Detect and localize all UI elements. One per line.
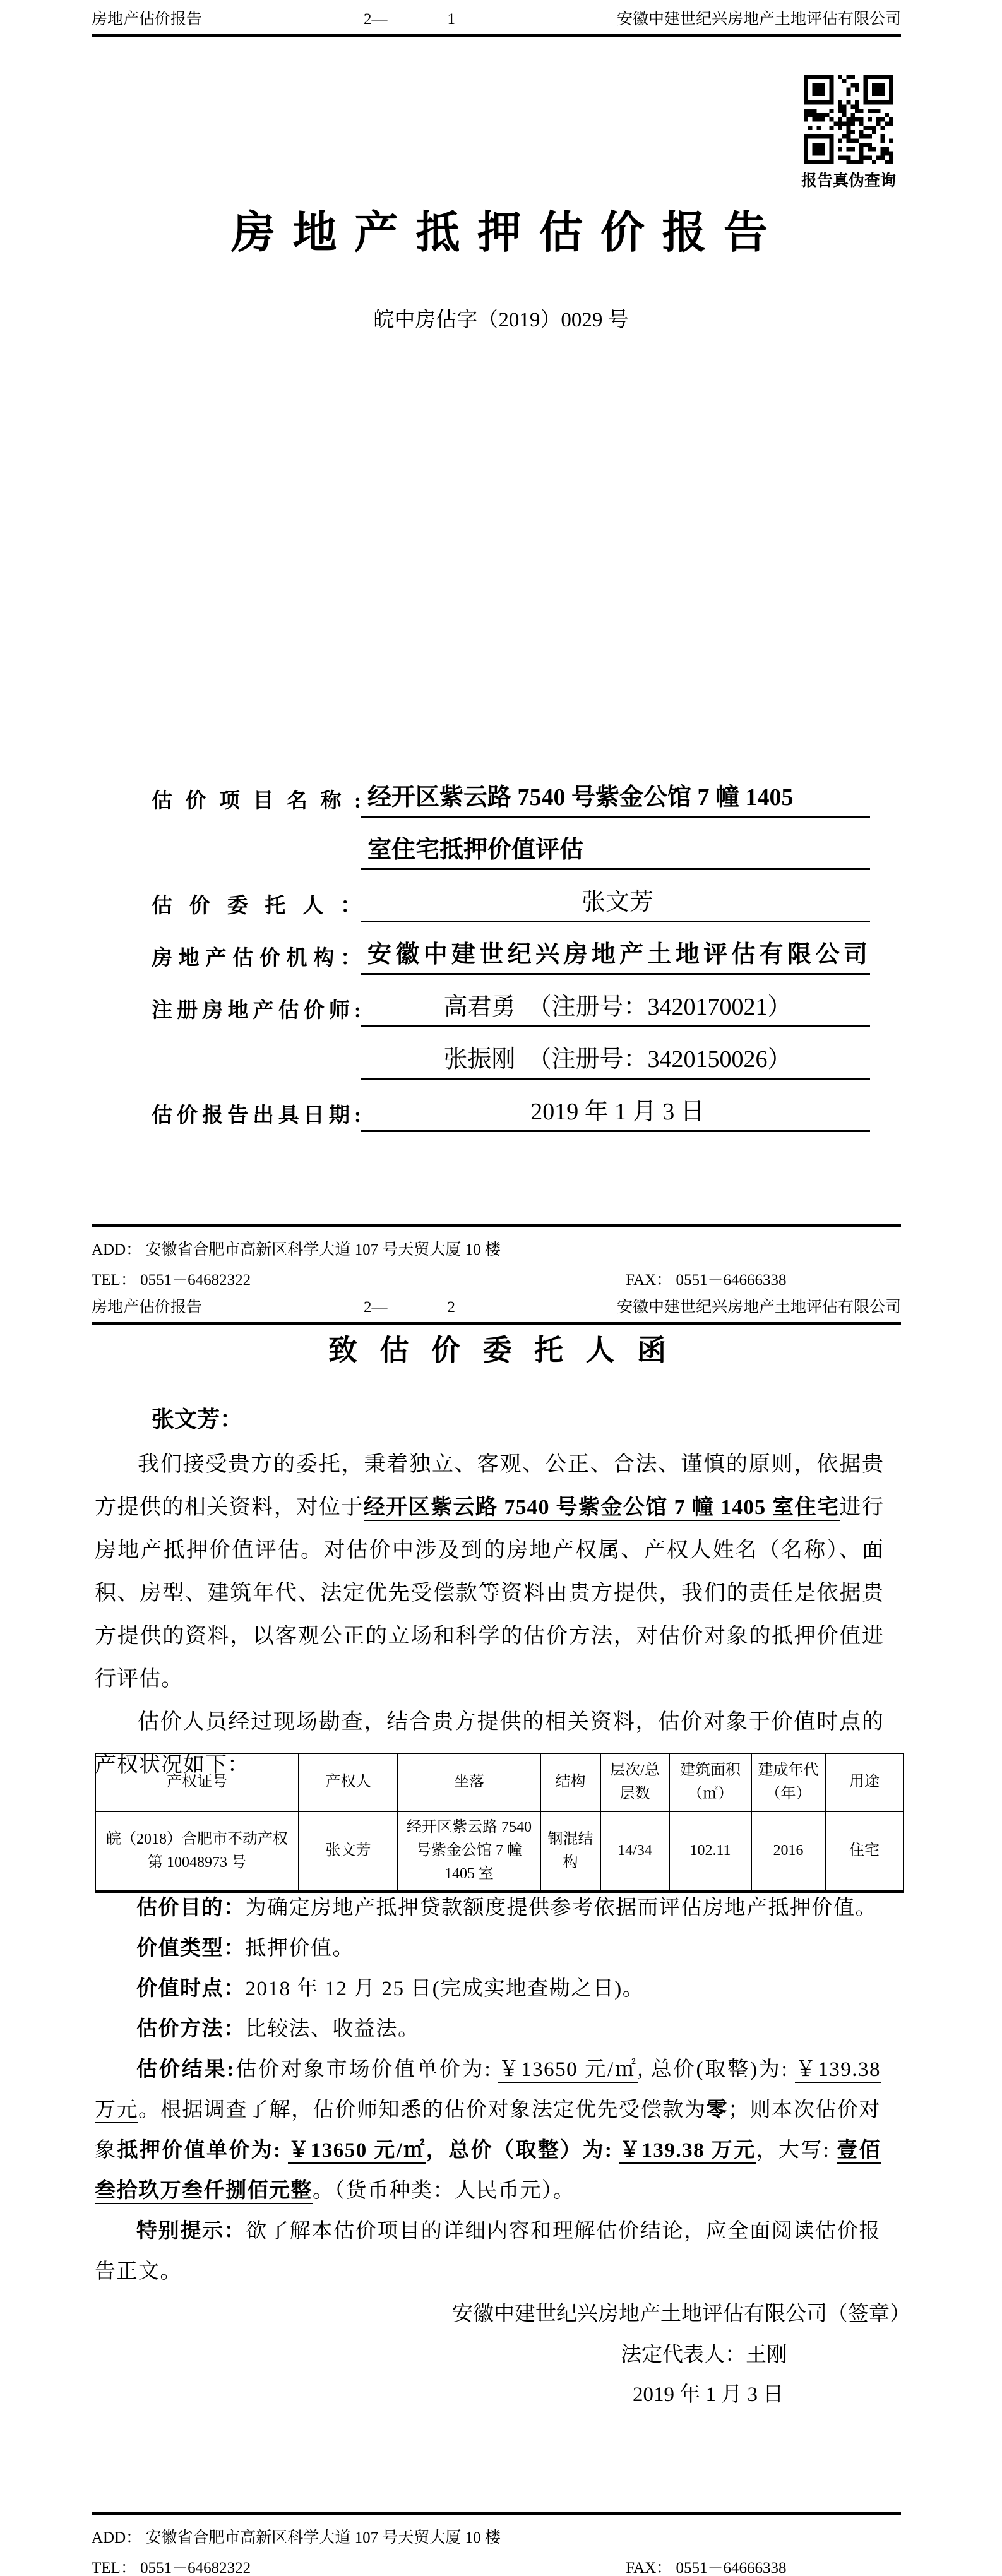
page-count-prefix: 2—: [364, 11, 388, 28]
letter-title: 致 估 价 委 托 人 函: [328, 1334, 674, 1366]
header-page-number: [202, 11, 617, 28]
signature-company: 安徽中建世纪兴房地产土地评估有限公司（签章）: [452, 2303, 910, 2325]
table-cell: 钢混结构: [540, 1811, 600, 1892]
table-header-cell: 坐落: [398, 1753, 540, 1811]
page-2: [0, 1288, 1002, 2576]
field-label: 估价报告出具日期:: [152, 1104, 361, 1127]
table-header-cell: 层次/总层数: [600, 1753, 669, 1811]
report-number: 皖中房估字（2019）0029 号: [373, 309, 629, 331]
field-value: 安徽中建世纪兴房地产土地评估有限公司: [361, 941, 870, 975]
field-label: 估价项目名称:: [152, 789, 361, 813]
table-cell: 2016: [751, 1811, 825, 1892]
result-method: 估价方法：比较法、收益法。: [136, 2018, 420, 2041]
result-special-note: 特别提示：欲了解本估价项目的详细内容和理解估价结论，应全面阅读估价报告正文。: [95, 2220, 881, 2283]
field-value: 张振刚 （注册号：3420150026）: [361, 1046, 870, 1080]
signature-legal-rep: 法定代表人：王刚: [621, 2344, 787, 2366]
signature-date: 2019 年 1 月 3 日: [633, 2383, 784, 2406]
page-2-header: [92, 1294, 901, 1325]
result-value-date: 价值时点：2018 年 12 月 25 日(完成实地查勘之日)。: [136, 1977, 645, 2000]
qr-block: [799, 75, 898, 191]
letter-body: [95, 1443, 884, 1787]
field-appraiser-2: [152, 1027, 870, 1080]
field-report-date: [152, 1080, 870, 1132]
field-project-name: [152, 765, 870, 818]
letter-salutation: 张文芳：: [152, 1407, 243, 1432]
header-company-name: 安徽中建世纪兴房地产土地评估有限公司: [616, 11, 901, 28]
table-header-row: [95, 1753, 904, 1811]
result-conclusion: 估价结果:估价对象市场价值单价为: ￥13650 元/㎡, 总价(取整)为: ￥139.38 万元。根据调查了解，估价师知悉的估价对象法定优先受偿款为零；则本次估价对象抵押价值单价为: ￥13650 元/㎡，总价（取整）为: ￥139.38 万元，大写: 壹佰叁拾玖万叁仟捌佰元整。（货币种类：人民币元）。: [95, 2049, 881, 2211]
qr-caption: 报告真伪查询: [801, 172, 896, 189]
table-header-cell: 用途: [825, 1753, 904, 1811]
result-value-type: 价值类型：抵押价值。: [136, 1937, 354, 1960]
field-label: [152, 865, 361, 870]
header-doc-type: 房地产估价报告: [92, 11, 203, 28]
letter-paragraph: 我们接受贵方的委托，秉着独立、客观、公正、合法、谨慎的原则，依据贵方提供的相关资料，对位于经开区紫云路 7540 号紫金公馆 7 幢 1405 室住宅进行房地产抵押价值评估。对估价中涉及到的房地产权属、产权人姓名（名称）、面积、房型、建筑年代、法定优先受偿款等资料由贵方提供，我们的责任是依据贵方提供的资料，以客观公正的立场和科学的估价方法，对估价对象的抵押价值进行评估。: [95, 1453, 885, 1691]
footer-address: ADD： 安徽省合肥市高新区科学大道 107 号天贸大厦 10 楼: [92, 2529, 501, 2546]
property-table: [95, 1753, 904, 1893]
footer-tel: TEL： 0551－64682322: [92, 1272, 251, 1288]
appraisal-results: [95, 1888, 881, 2292]
field-value: 2019 年 1 月 3 日: [361, 1099, 870, 1132]
table-cell: 住宅: [825, 1811, 904, 1892]
field-appraiser-1: [152, 975, 870, 1027]
header-company-name: 安徽中建世纪兴房地产土地评估有限公司: [616, 1299, 901, 1316]
table-cell: 14/34: [600, 1811, 669, 1892]
page-number: 1: [447, 11, 455, 28]
field-label: 房地产估价机构：: [152, 946, 361, 970]
page-number: 2: [447, 1299, 455, 1316]
field-agency: [152, 922, 870, 975]
report-title: 房 地 产 抵 押 估 价 报 告: [231, 209, 771, 258]
table-cell: 经开区紫云路 7540 号紫金公馆 7 幢 1405 室: [398, 1811, 540, 1892]
letter-paragraph: 估价人员经过现场勘查，结合贵方提供的相关资料，估价对象于价值时点的产权状况如下：: [95, 1710, 884, 1777]
footer-fax: FAX： 0551－64666338: [626, 2560, 787, 2576]
qr-code: [804, 75, 893, 164]
footer-fax: FAX： 0551－64666338: [626, 1272, 787, 1288]
table-header-cell: 结构: [540, 1753, 600, 1811]
field-label: 注册房地产估价师:: [152, 999, 361, 1022]
field-value: 张文芳: [361, 889, 870, 922]
table-cell: 张文芳: [299, 1811, 398, 1892]
page-2-footer: [92, 2512, 901, 2576]
table-header-cell: 建成年代（年）: [751, 1753, 825, 1811]
table-cell: 皖（2018）合肥市不动产权第 10048973 号: [95, 1811, 299, 1892]
table-header-cell: 产权人: [299, 1753, 398, 1811]
field-label: 估价委托人：: [152, 894, 361, 917]
field-client: [152, 870, 870, 922]
table-header-cell: 建筑面积（㎡）: [669, 1753, 751, 1811]
page-1-footer: [92, 1224, 901, 1288]
footer-tel: TEL： 0551－64682322: [92, 2560, 251, 2576]
field-value: 室住宅抵押价值评估: [361, 837, 870, 870]
field-value: 高君勇 （注册号：3420170021）: [361, 994, 870, 1027]
field-value: 经开区紫云路 7540 号紫金公馆 7 幢 1405: [361, 784, 870, 818]
header-doc-type: 房地产估价报告: [92, 1299, 203, 1316]
header-page-number: [202, 1299, 617, 1316]
table-header-cell: 产权证号: [95, 1753, 299, 1811]
table-row: [95, 1811, 904, 1892]
cover-fields: [152, 765, 870, 1132]
page-1-header: [92, 6, 901, 37]
table-cell: 102.11: [669, 1811, 751, 1892]
page-count-prefix: 2—: [364, 1299, 388, 1316]
footer-address: ADD： 安徽省合肥市高新区科学大道 107 号天贸大厦 10 楼: [92, 1241, 501, 1258]
property-table-wrap: [95, 1753, 903, 1893]
field-label: [152, 1075, 361, 1080]
result-purpose: 估价目的：为确定房地产抵押贷款额度提供参考依据而评估房地产抵押价值。: [136, 1897, 877, 1919]
field-project-name-line2: [152, 818, 870, 870]
